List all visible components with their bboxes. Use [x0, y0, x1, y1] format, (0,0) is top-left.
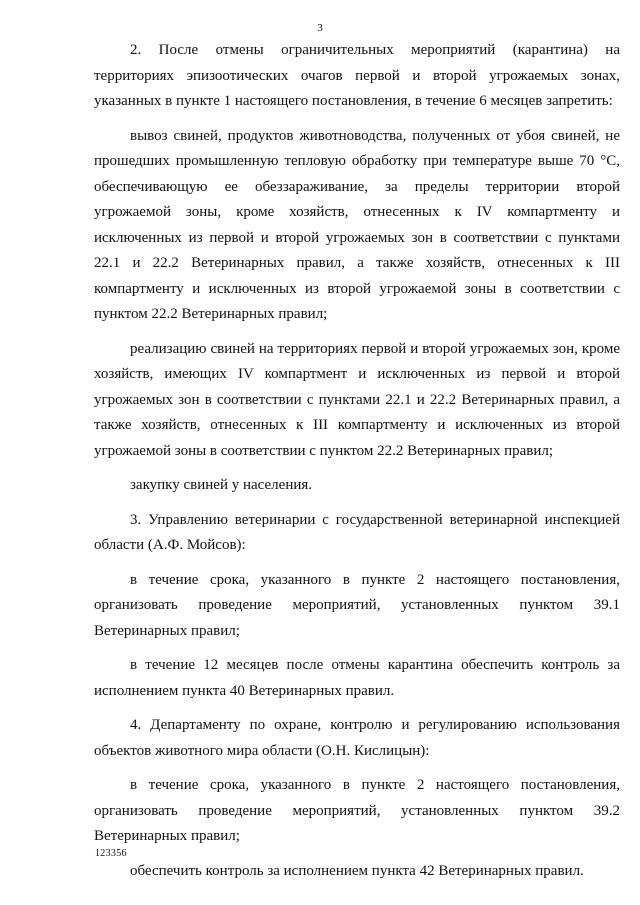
paragraph-item-3: 3. Управлению ветеринарии с государственной ветеринарной инспекцией области (А.Ф. Мойсов):: [94, 511, 620, 553]
paragraph-item-4-measures: в течение срока, указанного в пункте 2 настоящего постановления, организовать проведение мероприятий, установленных пунктом 39.2 Ветеринарных правил;: [94, 777, 620, 844]
paragraph-item-2: 2. После отмены ограничительных мероприятий (карантина) на территориях эпизоотических очагов первой и второй угрожаемых зонах, указанных в пункте 1 настоящего постановления, в течение 6 месяцев запретить:: [94, 42, 620, 109]
paragraph-purchase-ban: закупку свиней у населения.: [130, 477, 313, 493]
paragraph-item-3-measures: в течение срока, указанного в пункте 2 настоящего постановления, организовать проведение мероприятий, установленных пунктом 39.1 Ветеринарных правил;: [94, 571, 620, 639]
paragraph-item-4-control: обеспечить контроль за исполнением пункта 42 Ветеринарных правил.: [130, 862, 584, 879]
page-number: 3: [317, 22, 323, 34]
paragraph-sale-ban: реализацию свиней на территориях первой и второй угрожаемых зон, кроме хозяйств, имеющих IV компартмент и исключенных из первой и второй угрожаемых зон в соответствии с пунктами 22.1 и 22.2 Ветеринарных правил, а также хозяйств, отнесенных к III компартменту и исключенных из второй угрожаемой зоны в соответствии с пунктом 22.2 Ветеринарных правил;: [94, 340, 620, 459]
paragraph-export-ban: вывоз свиней, продуктов животноводства, полученных от убоя свиней, не прошедших промышленную тепловую обработку при температуре выше 70 °С, обеспечивающую ее обеззараживание, за пределы территории второй угрожаемой зоны, кроме хозяйств, отнесенных к IV компартменту и исключенных из первой и второй угрожаемых зон в соответствии с пунктами 22.1 и 22.2 Ветеринарных правил, а также хозяйств, отнесенных к III компартменту и исключенных из второй угрожаемой зоны в соответствии с пунктом 22.2 Ветеринарных правил;: [94, 127, 620, 322]
document-body: [94, 38, 620, 893]
paragraph-item-4: 4. Департаменту по охране, контролю и регулированию использования объектов животного мира области (О.Н. Кислицын):: [94, 717, 620, 759]
paragraph-item-3-control: в течение 12 месяцев после отмены карантина обеспечить контроль за исполнением пункта 40 Ветеринарных правил.: [94, 657, 620, 699]
document-code: 123356: [95, 848, 127, 859]
